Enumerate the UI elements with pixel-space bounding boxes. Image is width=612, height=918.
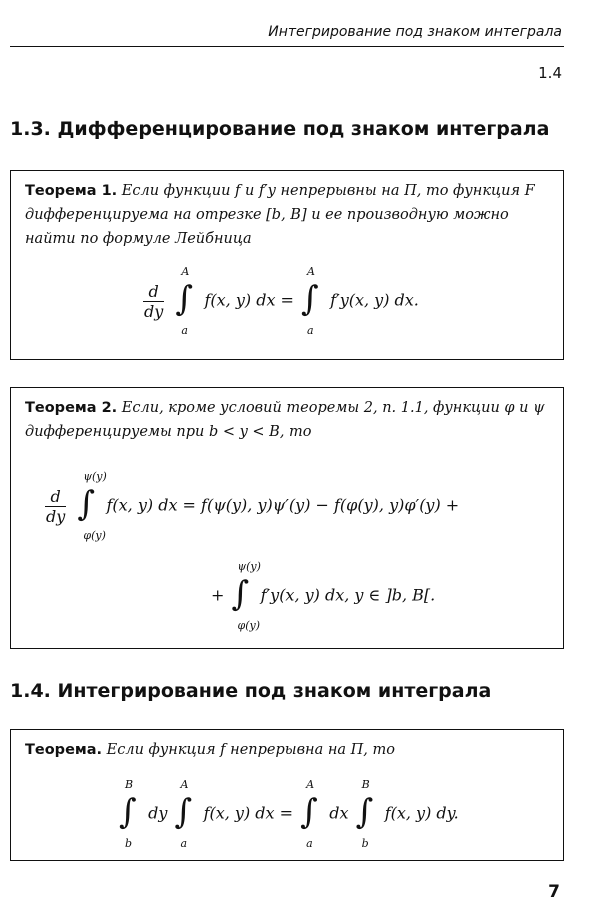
theorem-3-label: Теорема.: [25, 742, 103, 758]
integrand-left: f(x, y) dx =: [204, 290, 294, 310]
leibniz-formula: [143, 265, 419, 337]
formula-2-line-2: [211, 560, 436, 632]
theorem-3-statement: [25, 738, 549, 762]
theorem-3-text: Если функция f непрерывна на Π, то: [102, 742, 395, 758]
formula-2-line-1: [45, 470, 460, 542]
page-number: 7: [548, 882, 560, 902]
fubini-formula: [117, 778, 459, 850]
formula-2-tail: f′y(x, y) dx, y ∈ ]b, B[.: [260, 585, 436, 605]
running-header: Интегрирование под знаком интеграла: [268, 24, 562, 40]
header-rule: [10, 46, 564, 47]
dy-left: dy: [148, 803, 168, 823]
theorem-1-box: [10, 170, 564, 360]
derivative-operator: $\frac{d}{dy}$: [46, 486, 66, 526]
integral-sign: ∫ B b: [119, 778, 137, 850]
theorem-2-statement: [25, 396, 549, 444]
theorem-1-statement: [25, 179, 549, 251]
fubini-end: f(x, y) dy.: [384, 803, 459, 823]
theorem-2-text: Если, кроме условий теоремы 2, п. 1.1, функции φ и ψ дифференцируемы при b < y < B, то: [25, 400, 545, 440]
fubini-middle: f(x, y) dx =: [203, 803, 294, 823]
integral-sign: ∫ B b: [355, 778, 374, 850]
integral-sign: ∫ A a: [175, 265, 194, 337]
theorem-3-box: [10, 729, 564, 861]
theorem-2-label: Теорема 2.: [25, 400, 118, 416]
integral-sign: ∫ ψ(y) φ(y): [77, 470, 107, 542]
dx-right: dx: [329, 803, 349, 823]
integral-sign: ∫ ψ(y) φ(y): [231, 560, 261, 632]
theorem-1-label: Теорема 1.: [25, 183, 118, 199]
integral-sign: ∫ A a: [300, 778, 318, 850]
integrand-right: f′y(x, y) dx.: [330, 290, 419, 310]
integral-sign: ∫ A a: [301, 265, 319, 337]
formula-2-rhs: f(x, y) dx = f(ψ(y), y)ψ′(y) − f(φ(y), y)φ′(y) +: [106, 495, 460, 515]
theorem-1-text: Если функции f и f′y непрерывны на Π, то функция F дифференцируема на отрезке [b, B] и ее производную можно найти по формуле Лейбница: [25, 183, 535, 247]
section-1-3-title: 1.3. Дифференцирование под знаком интеграла: [10, 118, 550, 140]
derivative-operator: $\frac{d}{dy}$: [144, 281, 164, 321]
section-reference: 1.4: [538, 64, 562, 82]
integral-sign: ∫ A a: [174, 778, 193, 850]
section-1-4-title: 1.4. Интегрирование под знаком интеграла: [10, 680, 492, 702]
plus-sign: +: [211, 585, 225, 605]
theorem-2-box: [10, 387, 564, 649]
